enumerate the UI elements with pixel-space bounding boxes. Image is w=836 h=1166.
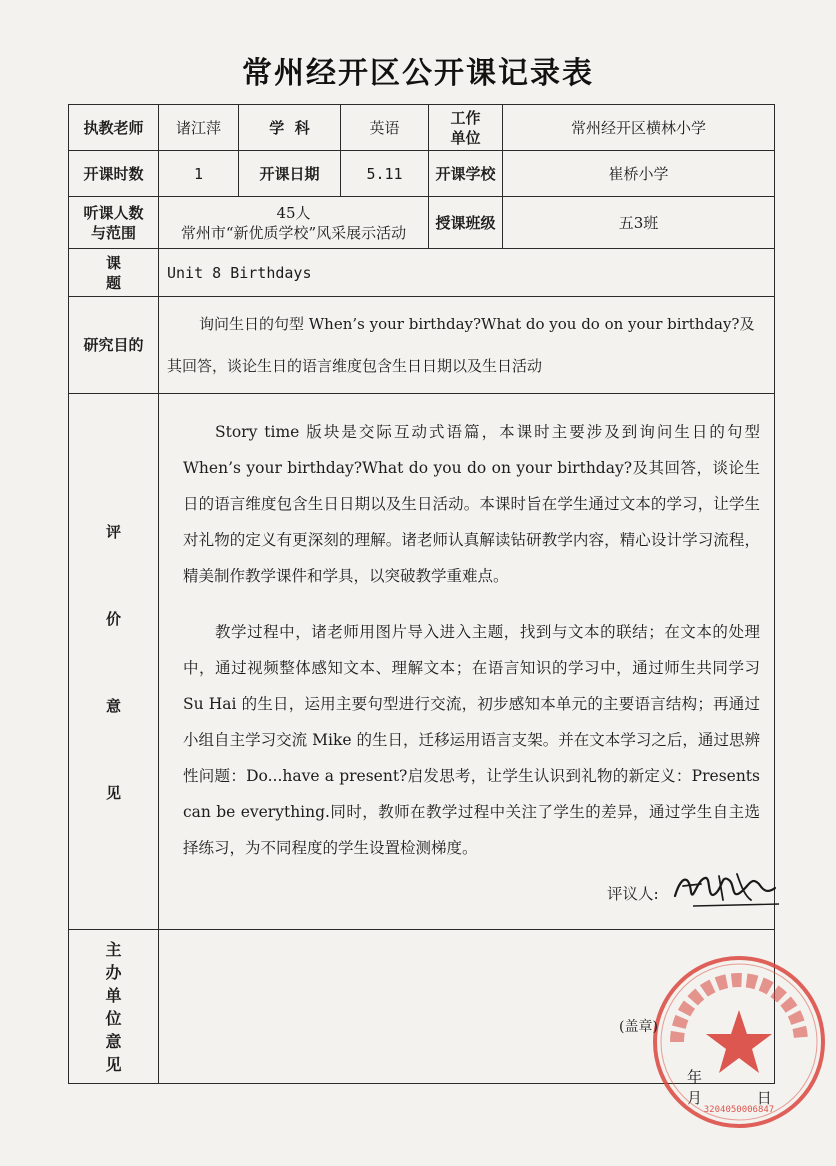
row-audience (69, 197, 775, 249)
month-label: 月 (687, 1089, 703, 1107)
sponsor-label-char-6: 见 (105, 1054, 122, 1074)
work-unit-label-line1: 工作 (450, 108, 481, 127)
sponsor-label-char-5: 意 (105, 1031, 122, 1051)
evaluation-label (69, 394, 159, 930)
class-value: 五3班 (503, 197, 775, 249)
day-label: 日 (756, 1089, 772, 1107)
class-label: 授课班级 (429, 197, 503, 249)
school-label: 开课学校 (429, 151, 503, 197)
sponsor-label-char-3: 单 (105, 985, 122, 1005)
row-hours (69, 151, 775, 197)
topic-label: 课题 (69, 249, 159, 297)
row-sponsor (69, 930, 775, 1084)
date-value: 5.11 (341, 151, 429, 197)
audience-value (159, 197, 429, 249)
reviewer-label: 评议人: (607, 885, 659, 903)
topic-value: Unit 8 Birthdays (159, 249, 775, 297)
purpose-text: 询问生日的句型 When’s your birthday?What do you do on your birthday?及其回答，谈论生日的语言维度包含生日日期以及生日活动 (159, 297, 775, 394)
evaluation-content (159, 394, 775, 930)
evaluation-label-char-3: 意 (105, 696, 121, 715)
sponsor-label-char-2: 办 (105, 962, 122, 982)
row-evaluation (69, 394, 775, 930)
row-topic (69, 249, 775, 297)
audience-scope: 常州市“新优质学校”风采展示活动 (180, 223, 407, 242)
subject-value: 英语 (341, 105, 429, 151)
subject-label: 学 科 (239, 105, 341, 151)
sponsor-date (687, 1066, 774, 1108)
school-value: 崔桥小学 (503, 151, 775, 197)
evaluation-label-char-1: 评 (105, 522, 121, 541)
work-unit-label-line2: 单位 (450, 128, 481, 147)
evaluation-label-char-2: 价 (105, 609, 121, 628)
evaluation-text (159, 394, 774, 866)
audience-label (69, 197, 159, 249)
evaluation-label-char-4: 见 (105, 783, 121, 802)
year-label: 年 (687, 1068, 703, 1086)
reviewer-signature (671, 866, 781, 910)
hours-value: 1 (159, 151, 239, 197)
audience-label-line1: 听课人数 (83, 203, 144, 222)
row-teacher (69, 105, 775, 151)
record-table (68, 104, 775, 1115)
work-unit-label (429, 105, 503, 151)
evaluation-paragraph-2: 教学过程中，诸老师用图片导入进入主题，找到与文本的联结；在文本的处理中，通过视频整体感知文本、理解文本；在语言知识的学习中，通过师生共同学习 Su Hai 的生日，运用主要句型进行交流，初步感知本单元的主要语言结构；再通过小组自主学习交流 Mike 的生日，迁移运用语言支架。并在文本学习之后，通过思辨性问题：Do...have a present?启发思考，让学生认识到礼物的新定义：Presents can be everything.同时，教师在教学过程中关注了学生的差异，通过学生自主选择练习，为不同程度的学生设置检测梯度。 (183, 623, 760, 857)
purpose-label: 研究目的 (69, 297, 159, 394)
audience-count: 45人 (276, 203, 311, 222)
page-title: 常州经开区公开课记录表 (242, 56, 594, 91)
row-purpose (69, 297, 775, 394)
hours-label: 开课时数 (69, 151, 159, 197)
work-unit-value: 常州经开区横林小学 (503, 105, 775, 151)
teacher-value: 诸江萍 (159, 105, 239, 151)
seal-label: (盖章) (619, 1019, 658, 1035)
stamp-number: 3204050006847 (703, 1105, 775, 1115)
sponsor-label-char-1: 主 (105, 939, 122, 959)
audience-label-line2: 与范围 (90, 223, 136, 242)
date-label: 开课日期 (239, 151, 341, 197)
sponsor-label-char-4: 位 (105, 1008, 122, 1028)
sponsor-label (69, 930, 159, 1084)
teacher-label: 执教老师 (69, 105, 159, 151)
sponsor-content (159, 930, 775, 1115)
evaluation-paragraph-1: Story time 版块是交际互动式语篇，本课时主要涉及到询问生日的句型 When’s your birthday?What do you do on your birthday?及其回答，谈论生日的语言维度包含生日日期以及生日活动。本课时旨在学生通过文本的学习，让学生对礼物的定义有更深刻的理解。诸老师认真解读钻研教学内容，精心设计学习流程，精美制作教学课件和学具，以突破教学重难点。 (183, 423, 760, 585)
